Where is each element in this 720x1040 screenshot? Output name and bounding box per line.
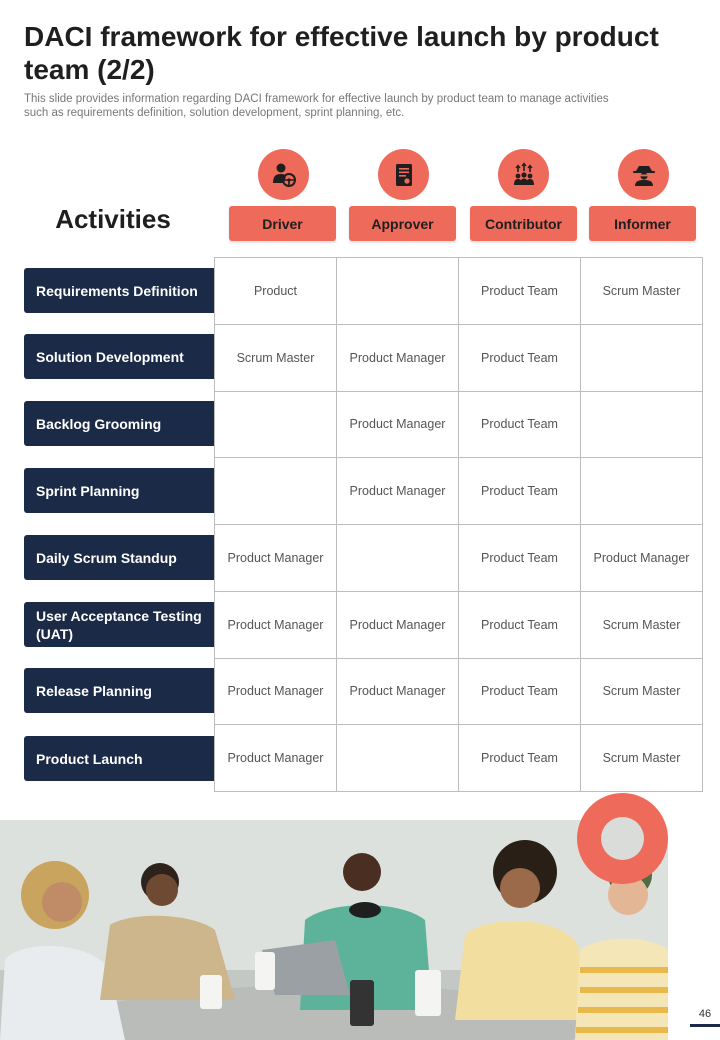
activity-label: Requirements Definition [24, 268, 215, 313]
table-cell: Product Team [459, 325, 581, 392]
document-approval-icon [378, 149, 429, 200]
steering-person-icon [258, 149, 309, 200]
table-cell [215, 458, 337, 525]
table-cell: Product Manager [337, 592, 459, 659]
daci-table [214, 257, 703, 792]
table-cell: Product Team [459, 592, 581, 659]
table-cell [215, 392, 337, 459]
table-cell: Product Manager [581, 525, 703, 592]
page-subtitle: This slide provides information regarding DACI framework for effective launch by product team to manage activities such as requirements definition, solution development, sprint planning, etc. [24, 93, 609, 119]
table-cell [581, 325, 703, 392]
table-cell: Product Team [459, 525, 581, 592]
activity-label: User Acceptance Testing (UAT) [24, 602, 215, 647]
decorative-donut-shape [577, 793, 668, 884]
table-cell: Product Manager [215, 592, 337, 659]
table-cell: Scrum Master [581, 659, 703, 726]
activity-label: Release Planning [24, 668, 215, 713]
table-cell [581, 392, 703, 459]
table-cell: Product [215, 258, 337, 325]
page-number-underline [690, 1024, 720, 1027]
table-cell: Product Team [459, 458, 581, 525]
activity-label: Daily Scrum Standup [24, 535, 215, 580]
table-cell: Product Manager [337, 325, 459, 392]
activity-label: Backlog Grooming [24, 401, 215, 446]
table-cell: Product Team [459, 659, 581, 726]
team-meeting-photo [0, 820, 668, 1040]
activity-label: Product Launch [24, 736, 215, 781]
table-cell: Product Manager [215, 525, 337, 592]
table-cell [581, 458, 703, 525]
table-cell [337, 725, 459, 792]
team-growth-icon [498, 149, 549, 200]
table-cell: Product Manager [337, 659, 459, 726]
table-cell: Product Manager [337, 392, 459, 459]
activities-heading: Activities [55, 204, 171, 234]
table-cell: Product Manager [215, 725, 337, 792]
page-title: DACI framework for effective launch by product team (2/2) [24, 21, 659, 85]
table-cell [337, 258, 459, 325]
donut-hole [601, 817, 644, 860]
table-cell: Product Team [459, 392, 581, 459]
table-cell: Product Manager [337, 458, 459, 525]
activity-label: Solution Development [24, 334, 215, 379]
activity-label: Sprint Planning [24, 468, 215, 513]
table-cell: Scrum Master [215, 325, 337, 392]
table-cell: Product Team [459, 725, 581, 792]
role-contributor-header: Contributor [470, 206, 577, 241]
table-cell: Scrum Master [581, 592, 703, 659]
role-driver-header: Driver [229, 206, 336, 241]
role-informer-header: Informer [589, 206, 696, 241]
role-approver-header: Approver [349, 206, 456, 241]
table-cell: Scrum Master [581, 725, 703, 792]
page-number: 46 [698, 1008, 712, 1020]
table-cell: Product Team [459, 258, 581, 325]
detective-icon [618, 149, 669, 200]
table-cell: Scrum Master [581, 258, 703, 325]
table-cell: Product Manager [215, 659, 337, 726]
table-cell [337, 525, 459, 592]
